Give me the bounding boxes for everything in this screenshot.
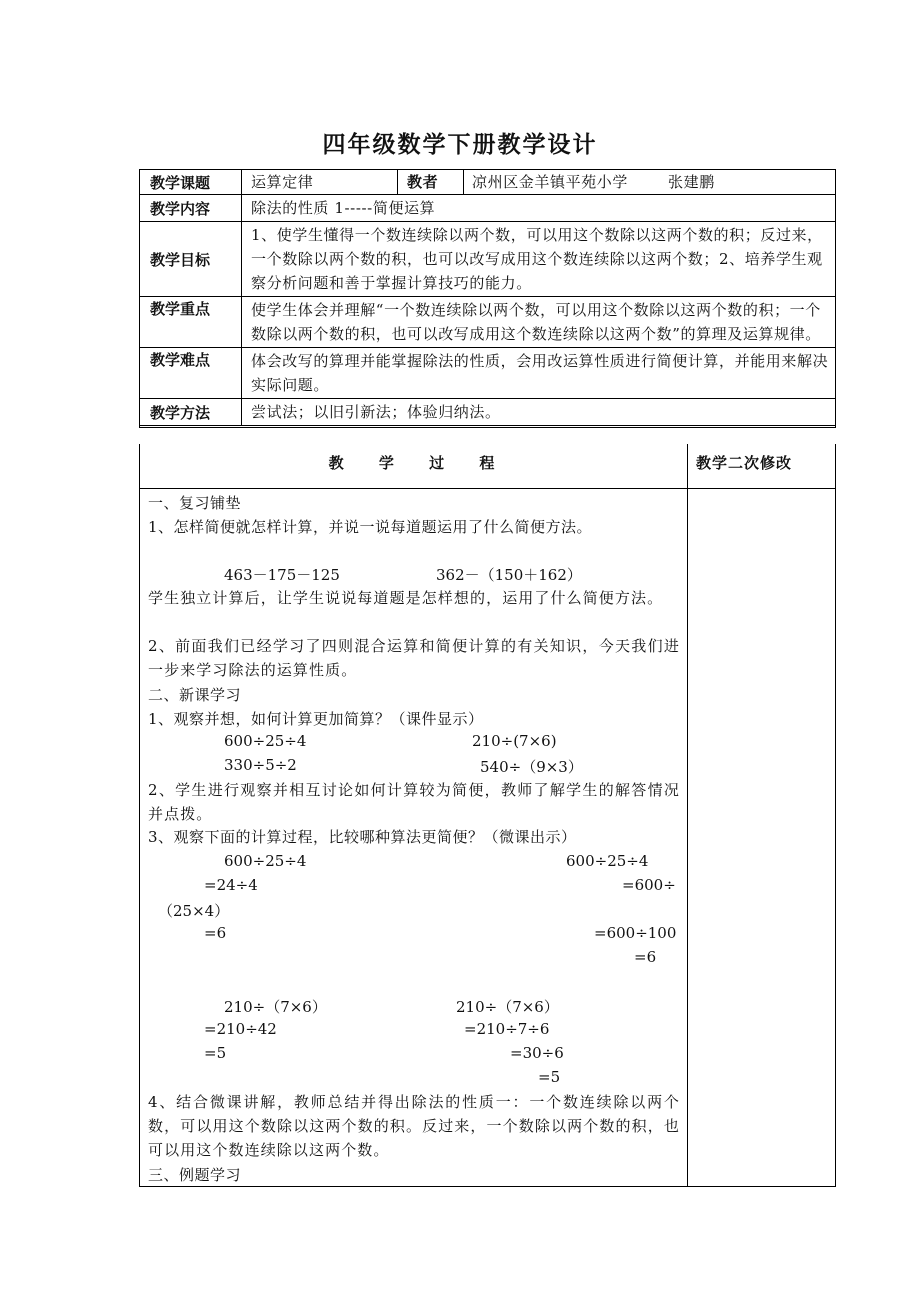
calc3-step3: =5 [204, 1044, 227, 1062]
process-table [139, 444, 836, 1187]
teacher-label: 教者 [398, 170, 464, 194]
document-title: 四年级数学下册教学设计 [322, 132, 598, 158]
calc1-step3: =6 [204, 924, 227, 942]
calc2-step1: 600÷25÷4 [566, 852, 649, 870]
expr-210: 210÷(7×6) [472, 732, 557, 750]
content-label: 教学内容 [140, 195, 242, 221]
calc3-step1: 210÷（7×6） [224, 998, 327, 1016]
header-divider [140, 488, 835, 489]
teacher-info [464, 170, 715, 194]
topic-value: 运算定律 [243, 170, 398, 194]
row-topic [140, 170, 835, 195]
row-method [140, 399, 835, 428]
expr-362: 362－（150＋162） [436, 566, 582, 584]
info-table [139, 169, 836, 428]
review-question: 1、怎样简便就怎样计算，并说一说每道题运用了什么简便方法。 [148, 518, 593, 536]
goal-value: 1、使学生懂得一个数连续除以两个数，可以用这个数除以这两个数的积；反过来，一个数除以两个数的积，也可以改写成用这个数连续除以这两个数；2、培养学生观察分析问题和善于掌握计算技巧的能力。 [251, 226, 823, 292]
calc2-step2: =600÷ [622, 876, 676, 894]
expr-330: 330÷5÷2 [224, 756, 297, 774]
calc2-step4: =6 [634, 948, 657, 966]
calc1-step1: 600÷25÷4 [224, 852, 307, 870]
row-key-point [140, 297, 835, 348]
calc2-step2-cont: （25×4） [158, 902, 230, 920]
discussion-text: 2、学生进行观察并相互讨论如何计算较为简便，教师了解学生的解答情况并点拨。 [148, 781, 680, 823]
calc4-step3: =30÷6 [510, 1044, 564, 1062]
observe-question: 1、观察并想，如何计算更加简算？（课件显示） [148, 710, 484, 728]
review-intro: 2、前面我们已经学习了四则混合运算和简便计算的有关知识，今天我们进一步来学习除法的运算性质。 [148, 637, 680, 679]
review-explain: 学生独立计算后，让学生说说每道题是怎样想的，运用了什么简便方法。 [148, 589, 664, 607]
compare-question: 3、观察下面的计算过程，比较哪种算法更简便？（微课出示） [148, 828, 577, 846]
calc4-step1: 210÷（7×6） [456, 998, 559, 1016]
process-header: 教 学 过 程 [328, 454, 499, 472]
row-content [140, 195, 835, 222]
summary-text: 4、结合微课讲解，教师总结并得出除法的性质一：一个数连续除以两个数，可以用这个数除以这两个数的积。反过来，一个数除以两个数的积，也可以用这个数连续除以这两个数。 [148, 1093, 680, 1159]
calc4-step4: =5 [538, 1068, 561, 1086]
topic-row-values [243, 170, 835, 194]
row-goal [140, 222, 835, 297]
content-value: 除法的性质 1-----简便运算 [251, 199, 436, 217]
calc4-step2: =210÷7÷6 [464, 1020, 550, 1038]
expr-600: 600÷25÷4 [224, 732, 307, 750]
row-difficulty [140, 348, 835, 399]
calc1-step2: =24÷4 [204, 876, 258, 894]
section-review: 一、复习铺垫 [148, 494, 242, 512]
key-value: 使学生体会并理解“一个数连续除以两个数，可以用这个数除以这两个数的积；一个数除以两个数的积，也可以改写成用这个数连续除以这两个数”的算理及运算规律。 [251, 301, 821, 343]
difficulty-label: 教学难点 [140, 348, 242, 398]
method-label: 教学方法 [140, 399, 242, 425]
section-new-lesson: 二、新课学习 [148, 686, 242, 704]
expr-463: 463－175－125 [224, 566, 340, 584]
teacher-name: 张建鹏 [668, 173, 715, 191]
key-label: 教学重点 [140, 297, 242, 347]
section-examples: 三、例题学习 [148, 1166, 242, 1184]
difficulty-value: 体会改写的算理并能掌握除法的性质，会用改运算性质进行简便计算，并能用来解决实际问题。 [251, 352, 829, 394]
topic-label: 教学课题 [140, 170, 242, 194]
calc2-step3: =600÷100 [594, 924, 677, 942]
expr-540: 540÷（9×3） [480, 758, 583, 776]
revision-header: 教学二次修改 [696, 454, 793, 472]
calc3-step2: =210÷42 [204, 1020, 277, 1038]
method-value: 尝试法；以旧引新法；体验归纳法。 [251, 403, 501, 421]
column-divider [687, 444, 688, 1186]
goal-label: 教学目标 [140, 222, 242, 296]
teacher-school: 凉州区金羊镇平苑小学 [472, 173, 629, 191]
